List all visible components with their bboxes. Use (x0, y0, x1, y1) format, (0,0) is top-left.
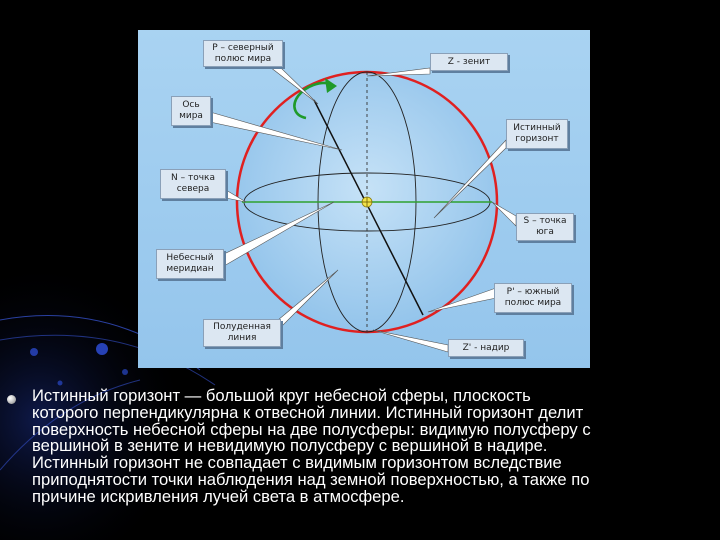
celestial-sphere-figure (138, 30, 590, 368)
label-p-north: P – северный полюс мира (203, 40, 283, 67)
bullet-paragraph (0, 384, 720, 534)
celestial-sphere-diagram (138, 30, 590, 368)
label-n-north: N – точка севера (160, 169, 226, 199)
label-z-zenith: Z - зенит (430, 53, 508, 71)
decor-dot (96, 343, 108, 355)
true-horizon-definition-text: Истинный горизонт — большой круг небесной сферы, плоскость которого перпендикулярна к отвесной линии. Истинный горизонт делит поверхность небесной сферы на две полусферы: видимую полусферу с вершиной в зените и невидимую полусферу с вершиной в надире. Истинный горизонт не совпадает с видимым горизонтом вследствие приподнятости точки наблюдения над земной поверхностью, а также по причине искривления лучей света в атмосфере. (32, 386, 591, 506)
label-noon-line: Полуденная линия (203, 319, 281, 347)
bullet-dot-icon (7, 395, 16, 404)
label-axis: Ось мира (171, 96, 211, 126)
label-meridian: Небесный меридиан (156, 249, 224, 279)
decor-dot (30, 348, 38, 356)
label-z-nadir: Z' - надир (448, 339, 524, 357)
decor-dot (122, 369, 128, 375)
label-p-south: P' – южный полюс мира (494, 283, 572, 313)
label-true-horizon: Истинный горизонт (506, 119, 568, 149)
label-s-south: S – точка юга (516, 213, 574, 241)
leader-z-nadir (373, 330, 448, 352)
